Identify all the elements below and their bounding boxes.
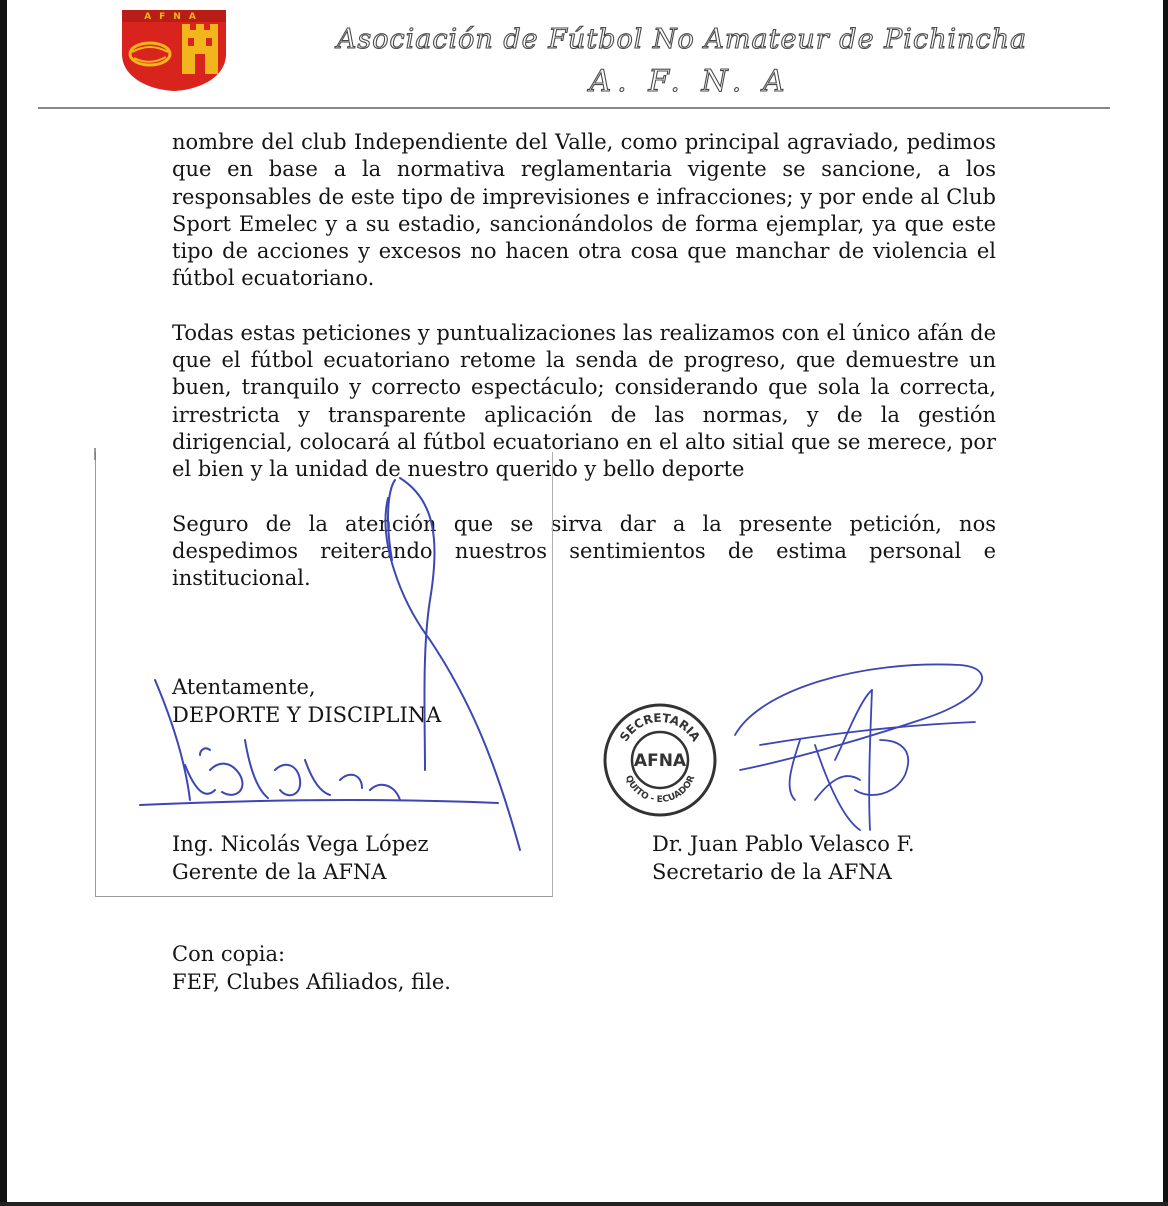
paragraph-3: Seguro de la atención que se sirva dar a la presente petición, nos despedimos reiterando nuestros sentimientos de estima personal e institucional. (172, 511, 996, 591)
signatory-right-role: Secretario de la AFNA (652, 860, 892, 884)
stamp-center-text: AFNA (633, 751, 687, 771)
signatory-left (172, 830, 429, 886)
header-divider (38, 107, 1110, 109)
copy-recipients: FEF, Clubes Afiliados, file. (172, 970, 451, 994)
signatory-left-role: Gerente de la AFNA (172, 860, 387, 884)
signature-right-scribble (735, 664, 982, 830)
copy-block (172, 940, 451, 996)
secretaria-stamp (600, 700, 720, 818)
motto: DEPORTE Y DISCIPLINA (172, 703, 442, 727)
scan-edge-left (0, 0, 7, 1206)
closing-block (172, 673, 441, 729)
logo-castle-icon (182, 24, 218, 74)
afna-logo (118, 8, 230, 92)
paragraph-1: nombre del club Independiente del Valle, como principal agraviado, pedimos que en base a la normativa reglamentaria vigente se sancione, a los responsables de este tipo de imprevisiones e infracciones; y por ende al Club Sport Emelec y a su estadio, sancionándolos de forma ejemplar, ya que este tipo de acciones y excesos no hacen otra cosa que manchar de violencia el fútbol ecuatoriano. (172, 130, 996, 291)
salutation: Atentamente, (172, 675, 316, 699)
paragraph-2: Todas estas peticiones y puntualizaciones las realizamos con el único afán de que el fútbol ecuatoriano retome la senda de progreso, que demuestre un buen, tranquilo y correcto espectáculo; considerando que sola la correcta, irrestricta y transparente aplicación de las normas, y de la gestión dirigencial, colocará al fútbol ecuatoriano en el alto sitial que se merece, por el bien y la unidad de nuestro querido y bello deporte (172, 320, 996, 482)
stamp-bottom-text: QUITO - ECUADOR (622, 774, 698, 806)
signatory-right-name: Dr. Juan Pablo Velasco F. (652, 832, 915, 856)
association-acronym: A. F. N. A (589, 64, 791, 99)
signatory-right (652, 830, 915, 886)
scan-edge-bottom (0, 1202, 1168, 1206)
scan-edge-right (1163, 0, 1168, 1206)
signatory-left-name: Ing. Nicolás Vega López (172, 832, 429, 856)
association-title: Asociación de Fútbol No Amateur de Pichincha (336, 24, 1028, 55)
copy-label: Con copia: (172, 942, 286, 966)
logo-text: AFNA (144, 12, 204, 22)
stamp-top-text: SECRETARIA (616, 710, 703, 744)
